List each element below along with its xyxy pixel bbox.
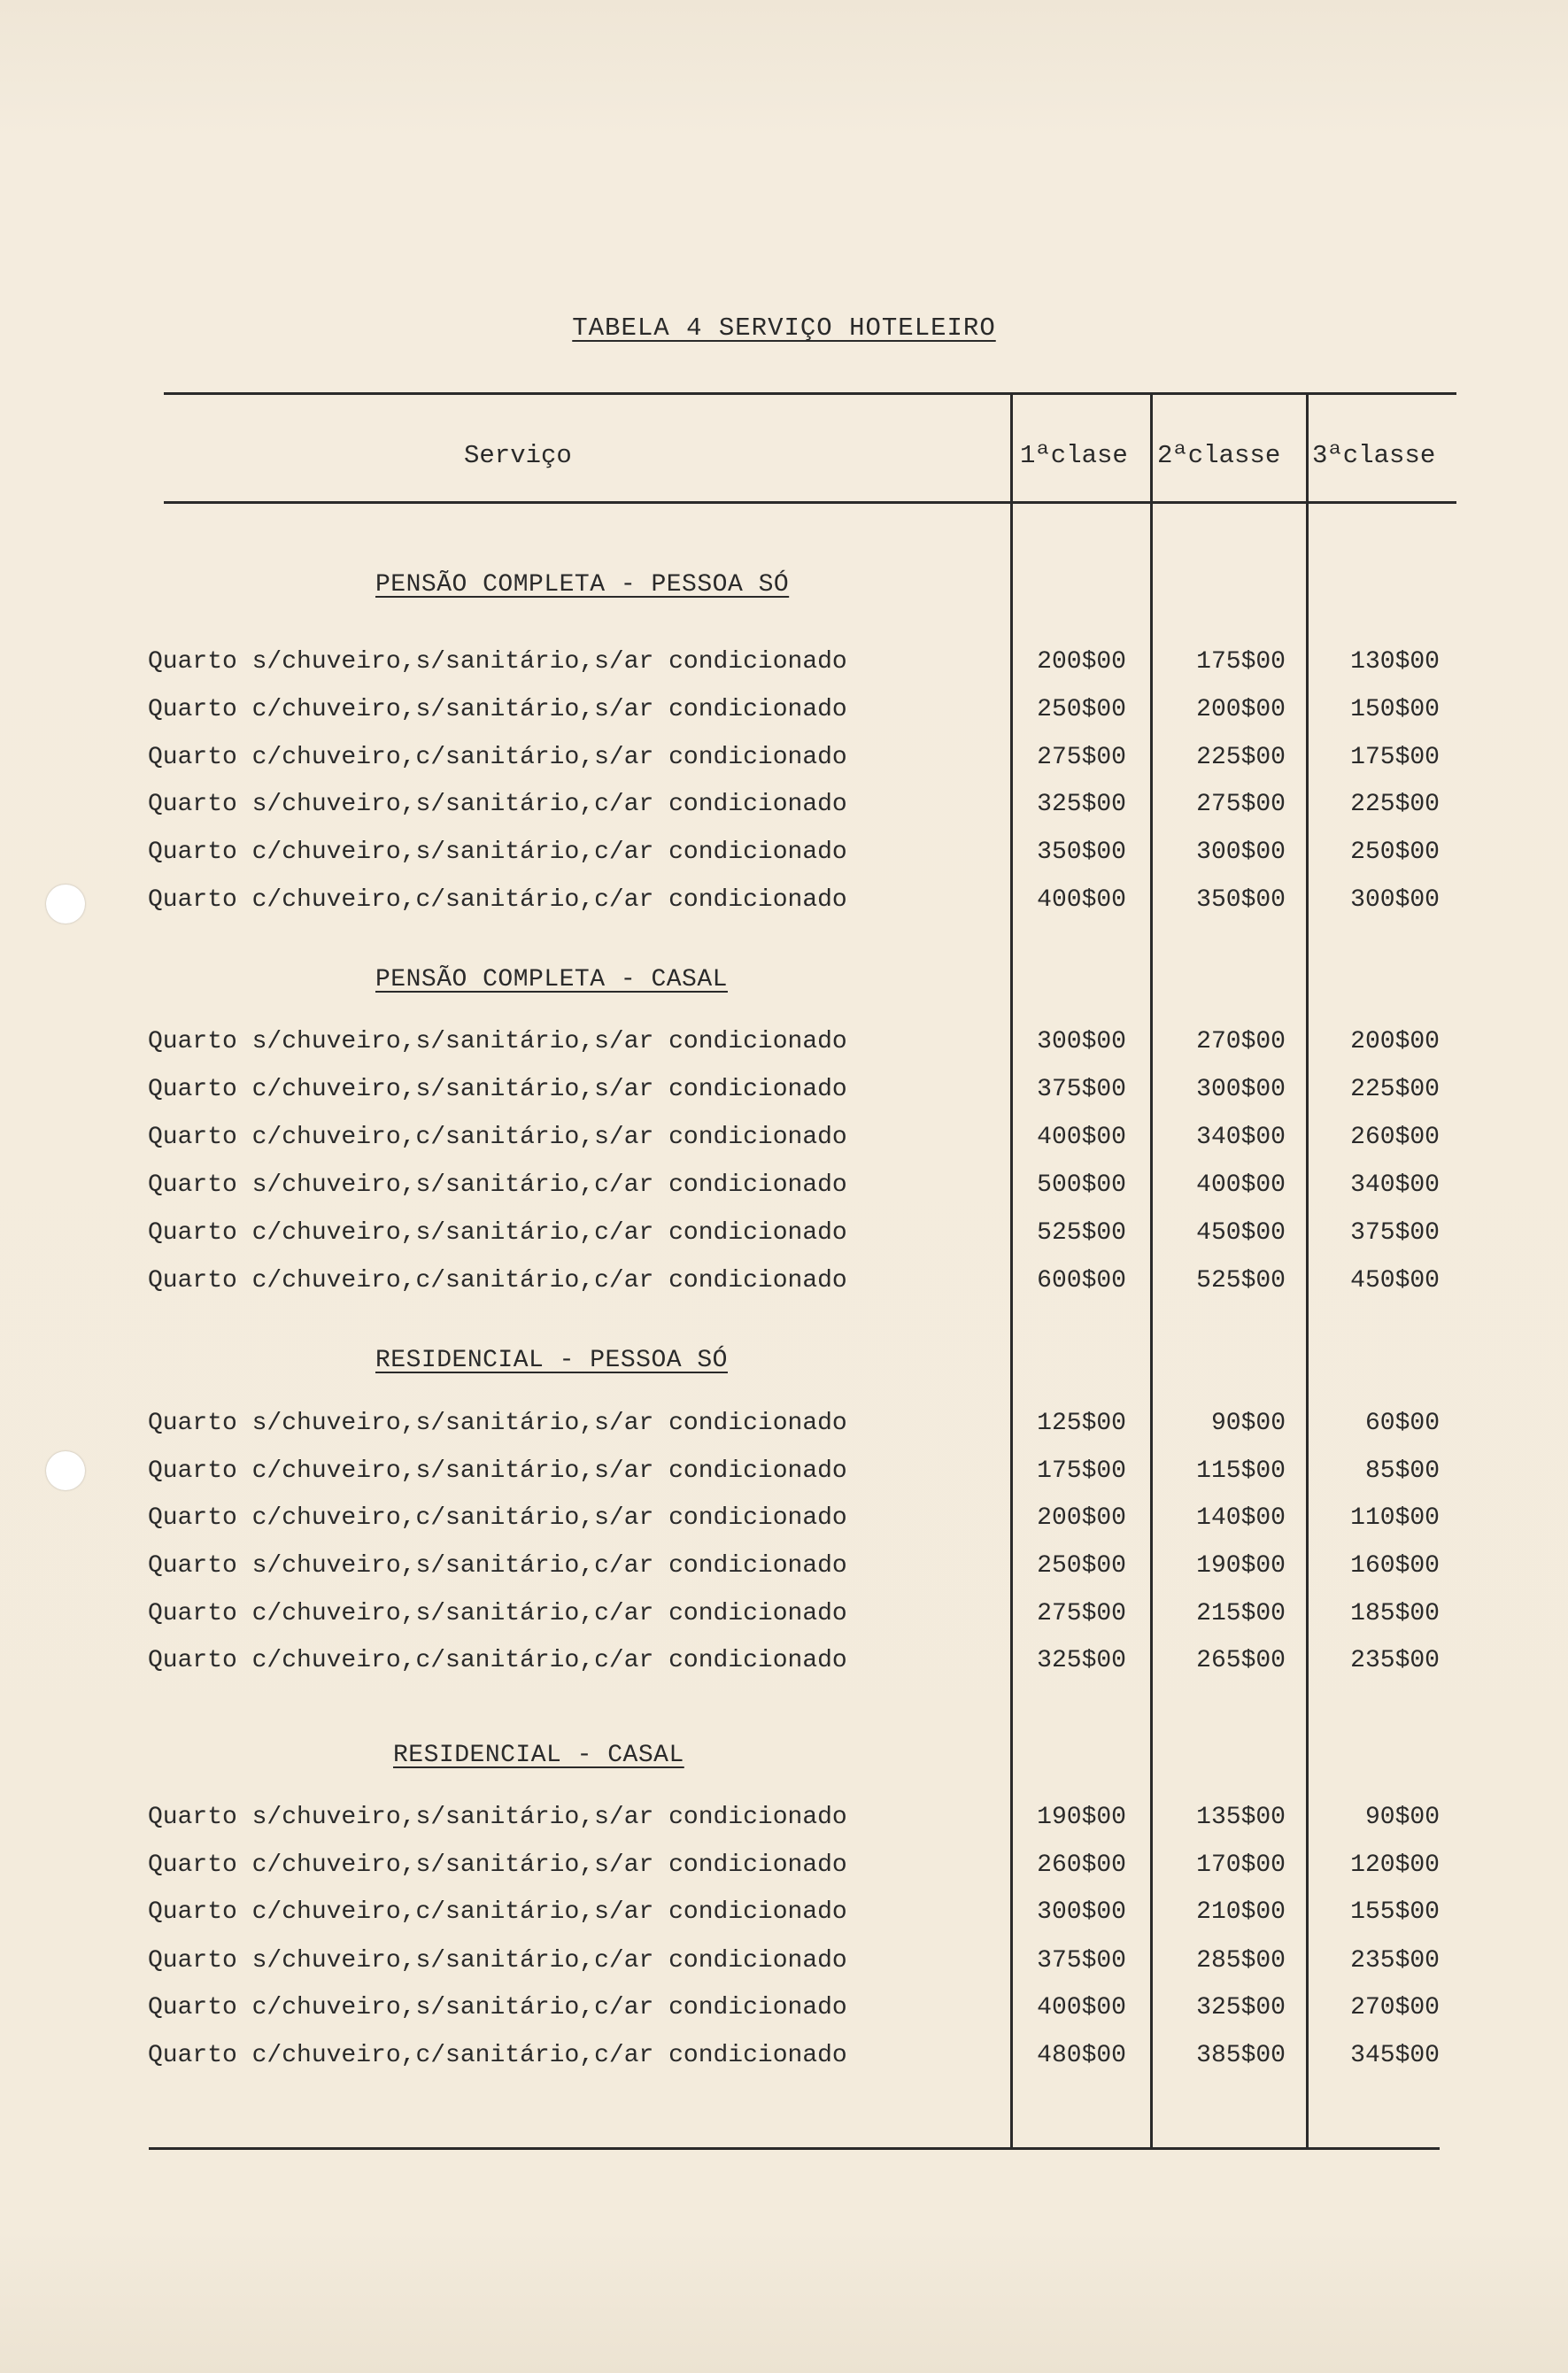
table-row — [0, 1410, 1568, 1445]
price-class2: 385$00 — [1196, 2042, 1286, 2069]
price-class2: 140$00 — [1196, 1504, 1286, 1532]
room-description: Quarto s/chuveiro,s/sanitário,c/ar condicionado — [148, 1947, 847, 1975]
table-row — [0, 1600, 1568, 1635]
table-row — [0, 1647, 1568, 1682]
price-class2: 285$00 — [1196, 1947, 1286, 1975]
price-class2: 200$00 — [1196, 696, 1286, 723]
price-class2: 450$00 — [1196, 1219, 1286, 1247]
room-description: Quarto c/chuveiro,s/sanitário,s/ar condicionado — [148, 1076, 847, 1103]
table-row — [0, 696, 1568, 731]
price-class2: 90$00 — [1210, 1410, 1286, 1437]
column-header-class3: 3ªclasse — [1312, 441, 1436, 470]
document-title — [0, 313, 1568, 343]
price-class1: 300$00 — [1037, 1898, 1126, 1926]
price-class3: 270$00 — [1350, 1994, 1440, 2021]
price-class1: 400$00 — [1037, 1124, 1126, 1151]
price-class1: 275$00 — [1037, 1600, 1126, 1627]
room-description: Quarto s/chuveiro,s/sanitário,s/ar condicionado — [148, 1804, 847, 1831]
price-class3: 150$00 — [1350, 696, 1440, 723]
column-header-class2: 2ªclasse — [1157, 441, 1281, 470]
price-class2: 275$00 — [1196, 791, 1286, 818]
room-description: Quarto s/chuveiro,s/sanitário,c/ar condicionado — [148, 791, 847, 818]
price-class1: 260$00 — [1037, 1851, 1126, 1879]
price-class1: 250$00 — [1037, 1552, 1126, 1580]
table-row — [0, 1851, 1568, 1887]
price-class2: 525$00 — [1196, 1267, 1286, 1295]
table-row — [0, 1504, 1568, 1540]
room-description: Quarto c/chuveiro,s/sanitário,s/ar condicionado — [148, 696, 847, 723]
price-class3: 225$00 — [1350, 1076, 1440, 1103]
table-row — [0, 1267, 1568, 1302]
price-class2: 135$00 — [1196, 1804, 1286, 1831]
price-class1: 250$00 — [1037, 696, 1126, 723]
price-class2: 215$00 — [1196, 1600, 1286, 1627]
room-description: Quarto c/chuveiro,s/sanitário,c/ar condicionado — [148, 1219, 847, 1247]
price-class1: 400$00 — [1037, 886, 1126, 914]
price-class3: 90$00 — [1364, 1804, 1440, 1831]
room-description: Quarto s/chuveiro,s/sanitário,s/ar condicionado — [148, 1410, 847, 1437]
price-class3: 120$00 — [1350, 1851, 1440, 1879]
room-description: Quarto c/chuveiro,s/sanitário,s/ar condicionado — [148, 1851, 847, 1879]
table-row — [0, 648, 1568, 684]
price-class3: 60$00 — [1364, 1410, 1440, 1437]
table-row — [0, 1457, 1568, 1493]
room-description: Quarto c/chuveiro,c/sanitário,s/ar condicionado — [148, 744, 847, 771]
room-description: Quarto c/chuveiro,c/sanitário,s/ar condicionado — [148, 1504, 847, 1532]
table-row — [0, 744, 1568, 779]
price-class3: 235$00 — [1350, 1947, 1440, 1975]
price-class1: 175$00 — [1037, 1457, 1126, 1485]
table-row — [0, 1124, 1568, 1159]
price-class3: 300$00 — [1350, 886, 1440, 914]
table-row — [0, 1076, 1568, 1111]
room-description: Quarto c/chuveiro,c/sanitário,s/ar condicionado — [148, 1898, 847, 1926]
room-description: Quarto s/chuveiro,s/sanitário,c/ar condicionado — [148, 1552, 847, 1580]
price-class2: 170$00 — [1196, 1851, 1286, 1879]
section-heading: RESIDENCIAL - CASAL — [393, 1742, 684, 1769]
price-class3: 175$00 — [1350, 744, 1440, 771]
price-class2: 270$00 — [1196, 1028, 1286, 1055]
column-header-class1: 1ªclase — [1020, 441, 1128, 470]
price-class3: 340$00 — [1350, 1171, 1440, 1199]
price-class3: 450$00 — [1350, 1267, 1440, 1295]
section-heading: PENSÃO COMPLETA - CASAL — [375, 966, 728, 993]
header-bottom-rule — [164, 501, 1456, 504]
price-class2: 400$00 — [1196, 1171, 1286, 1199]
price-class1: 200$00 — [1037, 1504, 1126, 1532]
table-row — [0, 1219, 1568, 1255]
room-description: Quarto c/chuveiro,c/sanitário,c/ar condicionado — [148, 1267, 847, 1295]
table-row — [0, 1552, 1568, 1588]
room-description: Quarto c/chuveiro,c/sanitário,c/ar condicionado — [148, 2042, 847, 2069]
room-description: Quarto c/chuveiro,c/sanitário,c/ar condicionado — [148, 886, 847, 914]
room-description: Quarto c/chuveiro,s/sanitário,s/ar condicionado — [148, 1457, 847, 1485]
price-class1: 300$00 — [1037, 1028, 1126, 1055]
table-row — [0, 1898, 1568, 1934]
price-class2: 300$00 — [1196, 839, 1286, 866]
price-class3: 130$00 — [1350, 648, 1440, 676]
room-description: Quarto c/chuveiro,s/sanitário,c/ar condicionado — [148, 1600, 847, 1627]
price-class3: 185$00 — [1350, 1600, 1440, 1627]
price-class1: 400$00 — [1037, 1994, 1126, 2021]
price-class2: 225$00 — [1196, 744, 1286, 771]
price-class1: 200$00 — [1037, 648, 1126, 676]
price-class1: 375$00 — [1037, 1947, 1126, 1975]
price-class1: 500$00 — [1037, 1171, 1126, 1199]
table-row — [0, 791, 1568, 826]
table-row — [0, 839, 1568, 874]
price-class3: 345$00 — [1350, 2042, 1440, 2069]
price-class3: 155$00 — [1350, 1898, 1440, 1926]
section-heading: RESIDENCIAL - PESSOA SÓ — [375, 1347, 728, 1374]
table-row — [0, 1028, 1568, 1063]
table-top-rule — [164, 392, 1456, 395]
price-class2: 265$00 — [1196, 1647, 1286, 1674]
table-row — [0, 1171, 1568, 1207]
price-class1: 275$00 — [1037, 744, 1126, 771]
table-row — [0, 886, 1568, 922]
price-class2: 210$00 — [1196, 1898, 1286, 1926]
price-class3: 110$00 — [1350, 1504, 1440, 1532]
room-description: Quarto s/chuveiro,s/sanitário,s/ar condicionado — [148, 1028, 847, 1055]
price-class2: 175$00 — [1196, 648, 1286, 676]
room-description: Quarto c/chuveiro,c/sanitário,s/ar condicionado — [148, 1124, 847, 1151]
table-bottom-rule — [149, 2147, 1440, 2150]
room-description: Quarto c/chuveiro,c/sanitário,c/ar condicionado — [148, 1647, 847, 1674]
price-class2: 190$00 — [1196, 1552, 1286, 1580]
price-class2: 325$00 — [1196, 1994, 1286, 2021]
price-class1: 125$00 — [1037, 1410, 1126, 1437]
room-description: Quarto c/chuveiro,s/sanitário,c/ar condicionado — [148, 1994, 847, 2021]
price-class1: 350$00 — [1037, 839, 1126, 866]
table-row — [0, 1994, 1568, 2029]
price-class3: 375$00 — [1350, 1219, 1440, 1247]
price-class3: 250$00 — [1350, 839, 1440, 866]
room-description: Quarto s/chuveiro,s/sanitário,s/ar condicionado — [148, 648, 847, 676]
price-class3: 225$00 — [1350, 791, 1440, 818]
table-row — [0, 1947, 1568, 1983]
price-class3: 235$00 — [1350, 1647, 1440, 1674]
price-class2: 300$00 — [1196, 1076, 1286, 1103]
price-class1: 325$00 — [1037, 1647, 1126, 1674]
price-class1: 525$00 — [1037, 1219, 1126, 1247]
room-description: Quarto c/chuveiro,s/sanitário,c/ar condicionado — [148, 839, 847, 866]
price-class1: 600$00 — [1037, 1267, 1126, 1295]
price-class2: 340$00 — [1196, 1124, 1286, 1151]
price-class3: 200$00 — [1350, 1028, 1440, 1055]
price-class3: 260$00 — [1350, 1124, 1440, 1151]
price-class2: 115$00 — [1196, 1457, 1286, 1485]
table-row — [0, 2042, 1568, 2077]
price-class1: 190$00 — [1037, 1804, 1126, 1831]
title-text: TABELA 4 SERVIÇO HOTELEIRO — [572, 313, 996, 343]
price-class3: 160$00 — [1350, 1552, 1440, 1580]
table-row — [0, 1804, 1568, 1839]
price-class2: 350$00 — [1196, 886, 1286, 914]
price-class3: 85$00 — [1364, 1457, 1440, 1485]
price-class1: 480$00 — [1037, 2042, 1126, 2069]
price-class1: 375$00 — [1037, 1076, 1126, 1103]
section-heading: PENSÃO COMPLETA - PESSOA SÓ — [375, 571, 790, 599]
column-header-service: Serviço — [464, 441, 572, 470]
price-class1: 325$00 — [1037, 791, 1126, 818]
room-description: Quarto s/chuveiro,s/sanitário,c/ar condicionado — [148, 1171, 847, 1199]
